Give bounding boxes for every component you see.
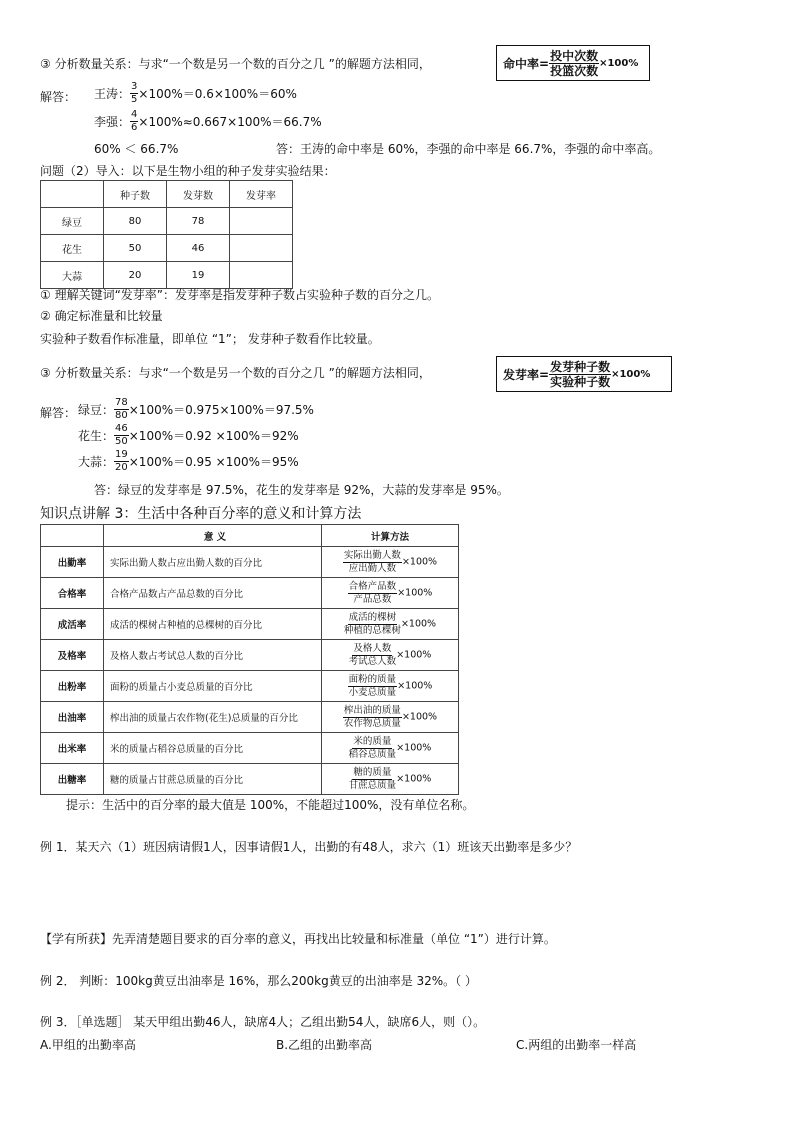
rate-denominator: 考试总人数 — [348, 655, 397, 667]
header-cell — [41, 181, 104, 208]
answer-label: 解答： — [40, 90, 77, 104]
rate-meaning: 糖的质量占甘蔗总质量的百分比 — [104, 764, 322, 795]
formula-numerator: 发芽种子数 — [550, 359, 611, 374]
hit-rate-formula — [496, 45, 650, 81]
table-row — [41, 640, 459, 671]
garlic-calc — [78, 450, 299, 473]
rate-numerator: 糖的质量 — [353, 767, 392, 778]
rate-formula — [322, 640, 459, 671]
rate-meaning: 合格产品数占产品总数的百分比 — [104, 578, 322, 609]
answer-label-2: 解答： — [40, 406, 77, 420]
rate-tail: ×100% — [397, 587, 433, 599]
problem2-intro: 问题（2）导入：以下是生物小组的种子发芽实验结果： — [40, 164, 336, 178]
formula-denominator: 实验种子数 — [550, 374, 611, 389]
rates-table — [40, 524, 459, 795]
rate-tail: ×100% — [396, 773, 432, 785]
rate-meaning: 及格人数占考试总人数的百分比 — [104, 640, 322, 671]
seed-table — [40, 180, 293, 289]
calc-denominator: 20 — [115, 462, 128, 473]
compare-text: 60% ＜ 66.7% — [94, 142, 179, 156]
conclusion-text: 答：王涛的命中率是 60%，李强的命中率是 66.7%，李强的命中率高。 — [276, 142, 661, 156]
sprout-rate — [230, 208, 293, 235]
rate-tail: ×100% — [396, 649, 432, 661]
rate-denominator: 稻谷总质量 — [348, 748, 397, 760]
rate-tail: ×100% — [396, 742, 432, 754]
li-calc — [94, 110, 322, 133]
row-name: 绿豆 — [41, 208, 104, 235]
sprout-count: 46 — [167, 235, 230, 262]
table-row — [41, 208, 293, 235]
sprout-count: 78 — [167, 208, 230, 235]
calc-label: 花生： — [78, 429, 115, 443]
rate-name: 出糖率 — [41, 764, 104, 795]
table-row — [41, 609, 459, 640]
step3-text-2: ③ 分析数量关系：与求“一个数是另一个数的百分之几 ”的解题方法相同， — [40, 366, 431, 380]
rate-tail: ×100% — [400, 618, 437, 630]
header-cell: 发芽率 — [230, 181, 293, 208]
row-name: 大蒜 — [41, 262, 104, 289]
section3-title: 知识点讲解 3：生活中各种百分率的意义和计算方法 — [40, 506, 362, 522]
formula-label: 命中率= — [503, 56, 550, 71]
rate-name: 出粉率 — [41, 671, 104, 702]
header-cell: 种子数 — [104, 181, 167, 208]
rate-formula — [322, 764, 459, 795]
rate-denominator: 产品总数 — [353, 593, 392, 605]
option-c[interactable]: C.两组的出勤率一样高 — [516, 1038, 637, 1052]
sprout-rate — [230, 262, 293, 289]
mungbean-calc — [78, 398, 314, 421]
rate-name: 出米率 — [41, 733, 104, 764]
rate-meaning: 面粉的质量占小麦总质量的百分比 — [104, 671, 322, 702]
wang-numerator: 3 — [131, 81, 138, 92]
rate-denominator: 农作物总质量 — [343, 717, 401, 729]
sprout-rate-formula — [496, 356, 672, 392]
step3-text: ③ 分析数量关系：与求“一个数是另一个数的百分之几 ”的解题方法相同， — [40, 57, 431, 71]
header-cell — [41, 525, 104, 547]
li-expression: ×100%≈0.667×100%＝66.7% — [138, 115, 322, 129]
option-a[interactable]: A.甲组的出勤率高 — [40, 1038, 136, 1052]
rate-name: 合格率 — [41, 578, 104, 609]
step2-text: ② 确定标准量和比较量 — [40, 309, 163, 323]
rate-denominator: 甘蔗总质量 — [348, 779, 397, 791]
seed-count: 80 — [104, 208, 167, 235]
rate-meaning: 实际出勤人数占应出勤人数的百分比 — [104, 547, 322, 578]
rate-tail: ×100% — [401, 556, 438, 568]
rate-denominator: 种植的总棵树 — [343, 624, 401, 636]
calc-numerator: 19 — [115, 449, 128, 460]
wang-calc — [94, 82, 297, 105]
rate-meaning: 榨出油的质量占农作物(花生)总质量的百分比 — [104, 702, 322, 733]
tip-text: 提示：生活中的百分率的最大值是 100%，不能超过100%，没有单位名称。 — [66, 798, 475, 812]
rate-numerator: 榨出油的质量 — [343, 705, 401, 716]
calc-numerator: 46 — [115, 423, 128, 434]
rate-numerator: 实际出勤人数 — [343, 550, 401, 561]
rate-name: 成活率 — [41, 609, 104, 640]
rate-formula — [322, 609, 459, 640]
li-numerator: 4 — [131, 109, 138, 120]
rate-meaning: 成活的棵树占种植的总棵树的百分比 — [104, 609, 322, 640]
li-denominator: 6 — [131, 122, 138, 133]
calc-expression: ×100%＝0.95 ×100%＝95% — [128, 455, 299, 469]
rate-denominator: 小麦总质量 — [348, 686, 397, 698]
calc-denominator: 50 — [115, 436, 128, 447]
rate-formula — [322, 733, 459, 764]
formula-tail: ×100% — [611, 368, 651, 380]
step1-text: ① 理解关键词“发芽率”：发芽率是指发芽种子数占实验种子数的百分之几。 — [40, 288, 440, 302]
rate-meaning: 米的质量占稻谷总质量的百分比 — [104, 733, 322, 764]
calc-denominator: 80 — [115, 410, 128, 421]
header-cell: 计算方法 — [322, 525, 459, 547]
formula-label: 发芽率= — [503, 367, 550, 382]
sprout-rate — [230, 235, 293, 262]
example2: 例 2． 判断：100kg黄豆出油率是 16%，那么200kg黄豆的出油率是 32%。（ ） — [40, 974, 477, 988]
rate-name: 出勤率 — [41, 547, 104, 578]
row-name: 花生 — [41, 235, 104, 262]
table-row — [41, 733, 459, 764]
table-row — [41, 671, 459, 702]
rate-tail: ×100% — [397, 680, 433, 692]
learned-note: 【学有所获】先弄清楚题目要求的百分率的意义，再找出比较量和标准量（单位 “1”）进行计算。 — [40, 932, 556, 946]
calc-numerator: 78 — [115, 397, 128, 408]
table-row — [41, 235, 293, 262]
rate-tail: ×100% — [401, 711, 438, 723]
formula-numerator: 投中次数 — [550, 48, 599, 63]
rate-numerator: 面粉的质量 — [348, 674, 397, 685]
table-row — [41, 262, 293, 289]
header-cell: 发芽数 — [167, 181, 230, 208]
header-cell: 意 义 — [104, 525, 322, 547]
seed-count: 20 — [104, 262, 167, 289]
wang-label: 王涛： — [94, 87, 131, 101]
seed-count: 50 — [104, 235, 167, 262]
calc-expression: ×100%＝0.975×100%＝97.5% — [128, 403, 314, 417]
rate-numerator: 及格人数 — [353, 643, 392, 654]
table-row — [41, 764, 459, 795]
calc-label: 绿豆： — [78, 403, 115, 417]
table-header-row — [41, 525, 459, 547]
li-label: 李强： — [94, 115, 131, 129]
wang-expression: ×100%＝0.6×100%＝60% — [138, 87, 297, 101]
step2-detail: 实验种子数看作标准量，即单位 “1”； 发芽种子数看作比较量。 — [40, 332, 380, 346]
rate-formula — [322, 578, 459, 609]
rate-formula — [322, 547, 459, 578]
option-b[interactable]: B.乙组的出勤率高 — [276, 1038, 373, 1052]
table-header-row — [41, 181, 293, 208]
example3-stem: 例 3．［单选题］ 某天甲组出勤46人，缺席4人；乙组出勤54人，缺席6人，则（）。 — [40, 1015, 486, 1029]
conclusion-text-2: 答：绿豆的发芽率是 97.5%，花生的发芽率是 92%，大蒜的发芽率是 95%。 — [94, 483, 509, 497]
rate-name: 出油率 — [41, 702, 104, 733]
rate-denominator: 应出勤人数 — [348, 562, 397, 574]
calc-expression: ×100%＝0.92 ×100%＝92% — [128, 429, 299, 443]
table-row — [41, 547, 459, 578]
calc-label: 大蒜： — [78, 455, 115, 469]
table-row — [41, 578, 459, 609]
sprout-count: 19 — [167, 262, 230, 289]
table-row — [41, 702, 459, 733]
rate-numerator: 米的质量 — [353, 736, 392, 747]
peanut-calc — [78, 424, 299, 447]
rate-numerator: 成活的棵树 — [348, 612, 397, 623]
wang-denominator: 5 — [131, 94, 138, 105]
formula-tail: ×100% — [599, 57, 639, 69]
rate-numerator: 合格产品数 — [348, 581, 397, 592]
rate-name: 及格率 — [41, 640, 104, 671]
formula-denominator: 投篮次数 — [550, 63, 599, 78]
example1: 例 1．某天六（1）班因病请假1人，因事请假1人，出勤的有48人，求六（1）班该天出勤率是多少？ — [40, 840, 578, 854]
rate-formula — [322, 702, 459, 733]
rate-formula — [322, 671, 459, 702]
